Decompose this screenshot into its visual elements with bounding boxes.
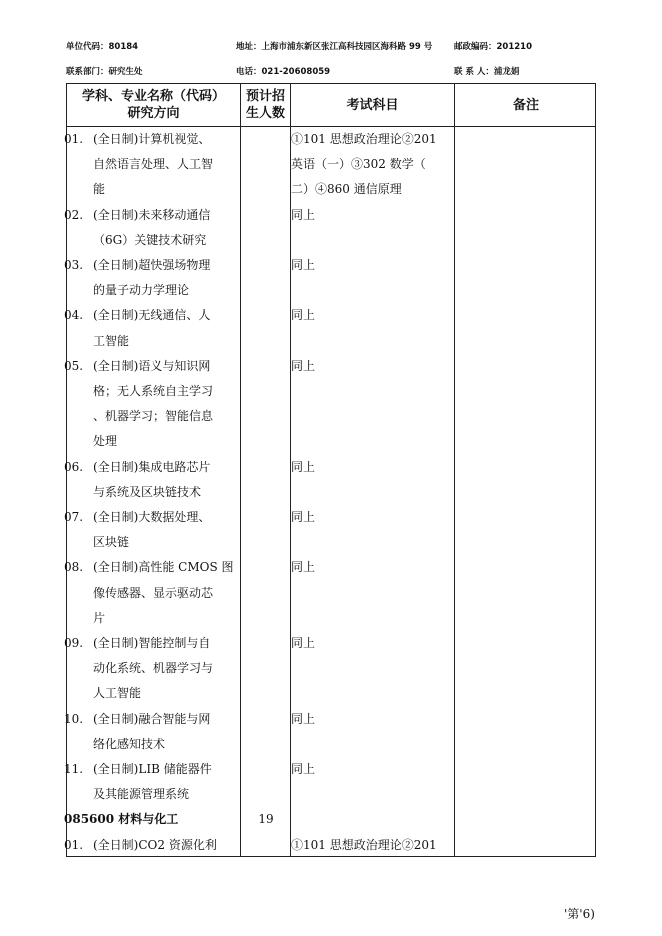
exam-subjects: 同上 [291, 358, 316, 373]
exam-subjects: 同上 [291, 258, 316, 272]
exam-subjects: ①101 思想政治理论②201 英语（一）③302 数学（ 二）④860 通信原理 [291, 132, 437, 197]
row-number: 04. [64, 308, 84, 323]
research-direction: (全日制)高性能 CMOS 图 像传感器、显示驱动芯 片 [93, 560, 234, 625]
phone: 电话：021-20608059 [236, 67, 331, 77]
exam-subjects: 同上 [291, 459, 316, 474]
research-direction: (全日制)融合智能与网 络化感知技术 [93, 711, 211, 751]
research-direction: (全日制)计算机视觉、 自然语言处理、人工智 能 [93, 132, 214, 197]
research-direction: (全日制)大数据处理、 区块链 [93, 510, 211, 550]
row-number: 01. [64, 132, 84, 146]
exam-subjects: ①101 思想政治理论②201 [291, 837, 437, 852]
program-table [66, 83, 596, 857]
research-direction: (全日制)未来移动通信 （6G）关键技术研究 [93, 207, 211, 247]
exam-subjects: 同上 [291, 308, 316, 323]
unit-code: 单位代码：80184 [66, 42, 139, 52]
column-header-major: 学科、专业名称（代码） 研究方向 [81, 89, 225, 121]
exam-subjects: 同上 [291, 207, 316, 222]
row-number: 11. [64, 762, 84, 776]
column-header-exam: 考试科目 [346, 97, 399, 113]
exam-subjects: 同上 [291, 762, 316, 776]
research-direction: (全日制)LIB 储能器件 及其能源管理系统 [93, 762, 212, 802]
column-header-notes: 备注 [512, 97, 539, 113]
exam-subjects: 同上 [291, 711, 316, 726]
page-number: '第'6) [564, 907, 595, 921]
row-number: 09. [64, 636, 84, 650]
enrollment-count: 19 [258, 812, 274, 827]
row-number: 06. [64, 459, 84, 474]
row-number: 03. [64, 258, 84, 272]
research-direction: (全日制)语义与知识网 格；无人系统自主学习 、机器学习；智能信息 处理 [93, 358, 214, 449]
address: 地址：上海市浦东新区张江高科技园区海科路 99 号 [236, 42, 433, 52]
research-direction: (全日制)超快强场物理 的量子动力学理论 [93, 258, 211, 298]
row-number: 01. [64, 837, 84, 852]
column-header-count: 预计招 生人数 [245, 89, 285, 121]
row-number: 10. [64, 711, 84, 726]
postcode: 邮政编码：201210 [454, 42, 532, 52]
research-direction: (全日制)无线通信、人 工智能 [93, 308, 211, 348]
research-direction: (全日制)集成电路芯片 与系统及区块链技术 [93, 459, 211, 499]
research-direction: (全日制)CO2 资源化利 [93, 837, 217, 852]
contact: 联 系 人：浦龙娟 [454, 67, 520, 77]
department: 联系部门：研究生处 [66, 67, 143, 77]
exam-subjects: 同上 [291, 636, 316, 650]
exam-subjects: 同上 [291, 510, 316, 524]
row-number: 05. [64, 358, 84, 373]
row-number: 02. [64, 207, 84, 222]
row-number: 07. [64, 510, 84, 524]
research-direction: (全日制)智能控制与自 动化系统、机器学习与 人工智能 [93, 636, 214, 701]
major-name: 085600 材料与化工 [64, 812, 179, 827]
row-number: 08. [64, 560, 84, 575]
exam-subjects: 同上 [291, 560, 316, 575]
